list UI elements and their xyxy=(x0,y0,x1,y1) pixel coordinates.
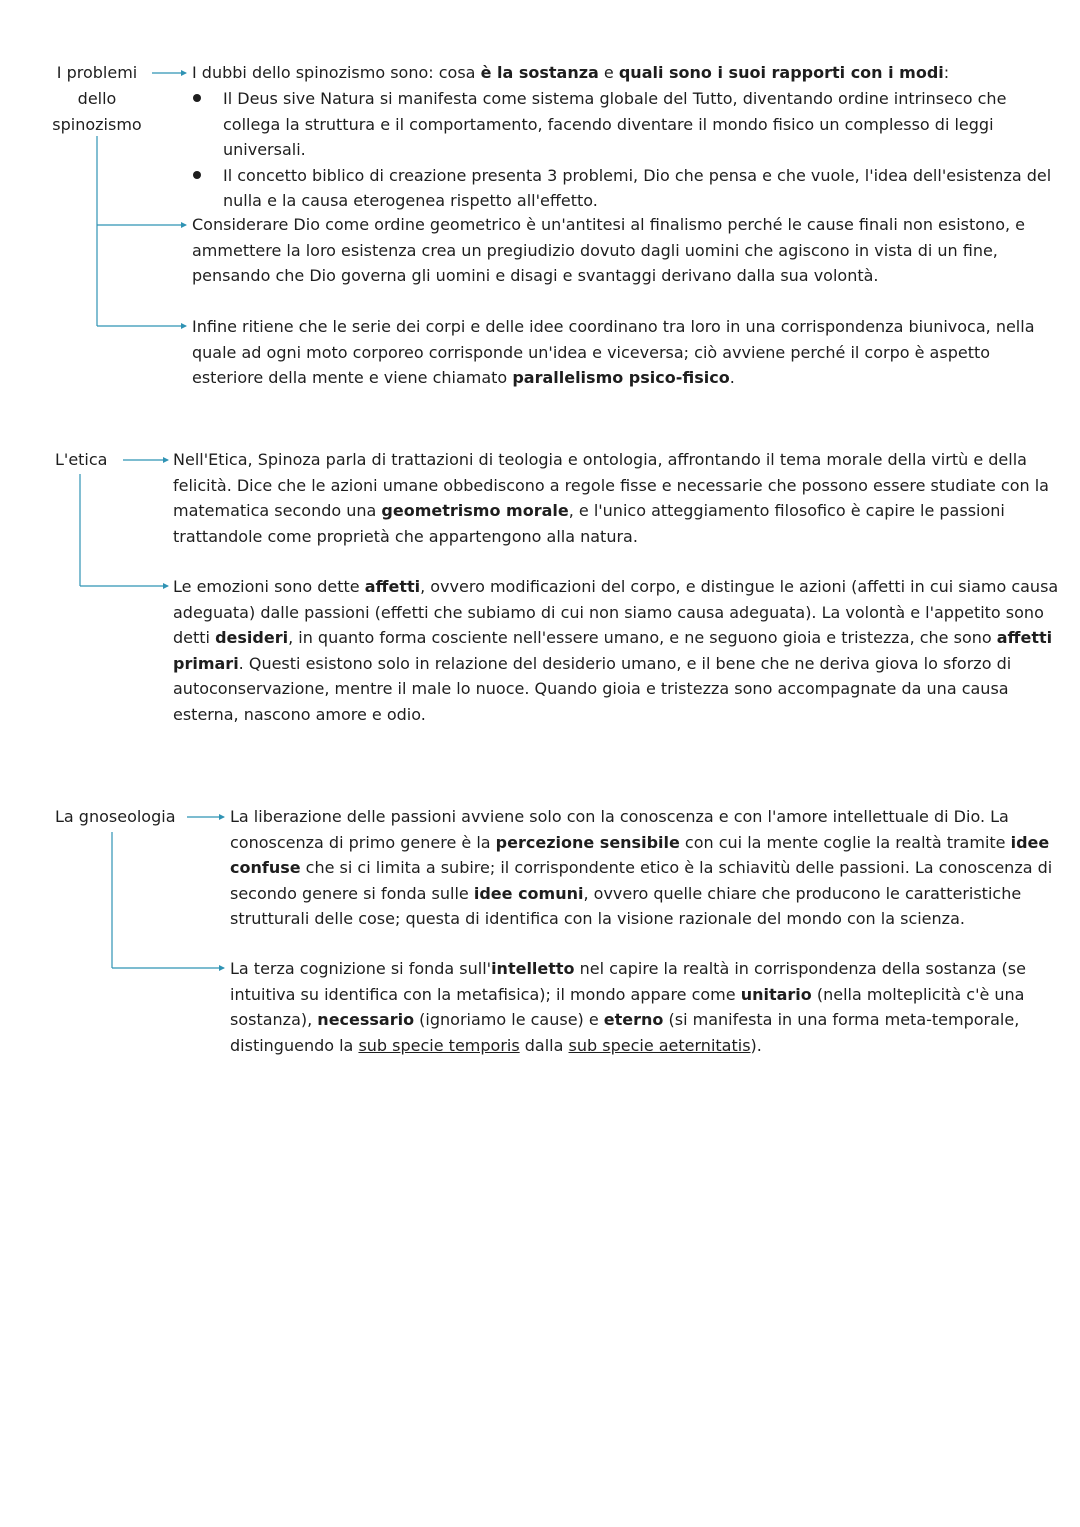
problemi-intro: I dubbi dello spinozismo sono: cosa è la sostanza e quali sono i suoi rapporti con i modi: xyxy=(192,63,950,82)
etica-paragraph-1: Nell'Etica, Spinoza parla di trattazioni di teologia e ontologia, affrontando il tema morale della virtù e della felicità. Dice che le azioni umane obbediscono a regole fisse e necessarie che possono essere studiate con la matematica secondo una geometrismo morale, e l'unico atteggiamento filosofico è capire le passioni trattandole come proprietà che appartengono alla natura. xyxy=(173,450,1049,546)
gnoseologia-paragraph-1: La liberazione delle passioni avviene solo con la conoscenza e con l'amore intellettuale di Dio. La conoscenza di primo genere è la percezione sensibile con cui la mente coglie la realtà tramite idee confuse che si ci limita a subire; il corrispondente etico è la schiavitù delle passioni. La conoscenza di secondo genere si fonda sulle idee comuni, ovvero quelle chiare che producono le caratteristiche strutturali delle cose; questa di identifica con la visione razionale del mondo con la scienza. xyxy=(230,807,1053,929)
bullet-icon xyxy=(193,94,201,102)
label-line: dello xyxy=(77,89,117,108)
label-line: spinozismo xyxy=(52,115,142,134)
problemi-paragraph-2: Considerare Dio come ordine geometrico è un'antitesi al finalismo perché le cause finali non esistono, e ammettere la loro esistenza crea un pregiudizio dovuto dagli uomini che agiscono in vista di un fine, pensando che Dio governa gli uomini e disagi e svantaggi derivano dalla sua volontà. xyxy=(192,215,1026,286)
problemi-paragraph-3: Infine ritiene che le serie dei corpi e delle idee coordinano tra loro in una corrispondenza biunivoca, nella quale ad ogni moto corporeo corrisponde un'idea e viceversa; ciò avviene perché il corpo è aspetto esteriore della mente e viene chiamato parallelismo psico-fisico. xyxy=(192,317,1035,388)
list-item: Il concetto biblico di creazione presenta 3 problemi, Dio che pensa e che vuole, l'idea dell'esistenza del nulla e la causa eterogenea rispetto all'effetto. xyxy=(193,163,1063,214)
list-item: Il Deus sive Natura si manifesta come sistema globale del Tutto, diventando ordine intrinseco che collega la struttura e il comportamento, facendo diventare il mondo fisico un complesso di leggi universali. xyxy=(193,86,1063,163)
etica-paragraph-2: Le emozioni sono dette affetti, ovvero modificazioni del corpo, e distingue le azioni (affetti in cui siamo causa adeguata) dalle passioni (effetti che subiamo di cui non siamo causa adeguata). La volontà e l'appetito sono detti desideri, in quanto forma cosciente nell'essere umano, e ne seguono gioia e tristezza, che sono affetti primari. Questi esistono solo in relazione del desiderio umano, e il bene che ne deriva giova lo sforzo di autoconservazione, mentre il male lo nuoce. Quando gioia e tristezza sono accompagnate da una causa esterna, nascono amore e odio. xyxy=(173,577,1059,724)
bullet-icon xyxy=(193,171,201,179)
label-line: I problemi xyxy=(56,63,138,82)
section-label-etica: L'etica xyxy=(55,450,108,469)
gnoseologia-paragraph-2: La terza cognizione si fonda sull'intelletto nel capire la realtà in corrispondenza della sostanza (se intuitiva su identifica con la metafisica); il mondo appare come unitario (nella molteplicità c'è una sostanza), necessario (ignoriamo le cause) e eterno (si manifesta in una forma meta-temporale, distinguendo la sub specie temporis dalla sub specie aeternitatis). xyxy=(230,959,1026,1055)
section-label-problemi xyxy=(50,60,144,138)
section-label-gnoseologia: La gnoseologia xyxy=(55,807,176,826)
problemi-bullet-list xyxy=(193,86,1063,214)
